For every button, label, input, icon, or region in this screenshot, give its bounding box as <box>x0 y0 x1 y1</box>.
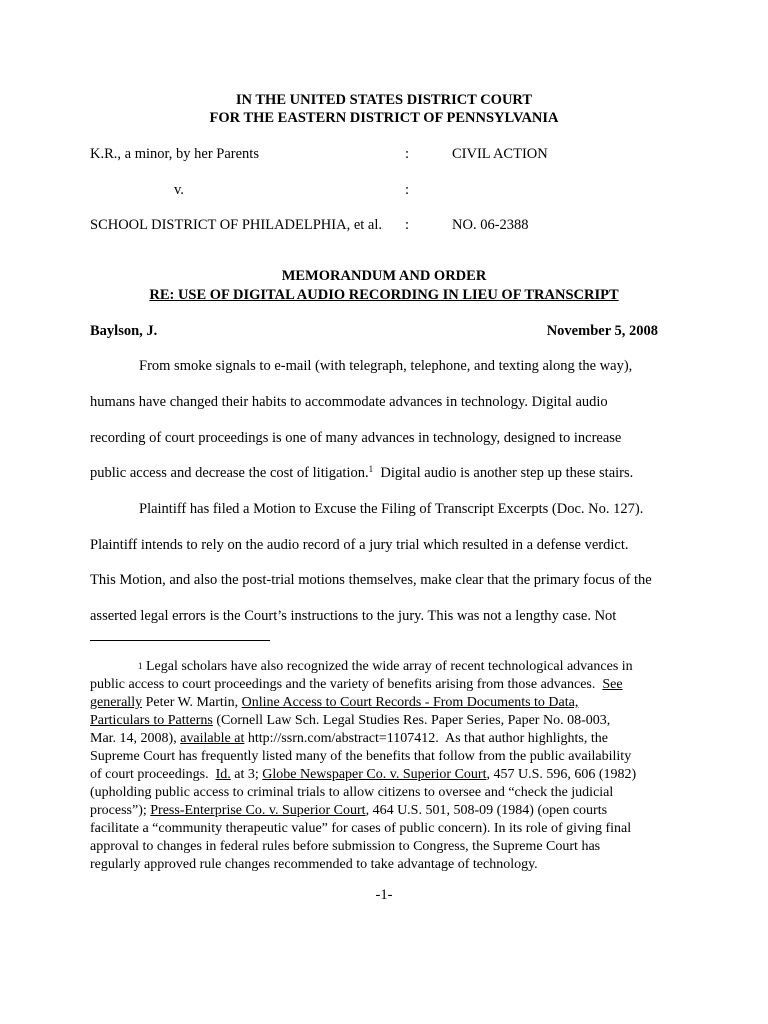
case-name: Globe Newspaper Co. v. Superior Court <box>262 767 487 782</box>
citation-signal-generally: generally <box>90 695 143 710</box>
caption-colon-2: : <box>405 182 410 198</box>
caption-case-number: NO. 06-2388 <box>452 217 529 233</box>
footnote-line: facilitate a “community therapeutic value” for cases of public concern). In its role of giving final <box>90 821 632 836</box>
footnote-text: process”); <box>90 803 151 818</box>
footnote-line <box>90 802 690 820</box>
caption-colon-1: : <box>405 146 410 162</box>
article-title: Particulars to Patterns <box>90 713 213 728</box>
body-line: From smoke signals to e-mail (with telegraph, telephone, and texting along the way), <box>139 358 633 374</box>
footnote-line: approval to changes in federal rules before submission to Congress, the Supreme Court has <box>90 839 601 854</box>
caption-civil-action: CIVIL ACTION <box>452 146 548 162</box>
caption-defendant: SCHOOL DISTRICT OF PHILADELPHIA, et al. <box>90 217 383 233</box>
caption-colon-3: : <box>405 217 410 233</box>
footnote-text: http://ssrn.com/abstract=1107412. As that author highlights, the <box>244 731 608 746</box>
footnote-line <box>90 730 690 748</box>
footnote-line: regularly approved rule changes recommended to take advantage of technology. <box>90 857 538 872</box>
body-line: humans have changed their habits to accommodate advances in technology. Digital audio <box>90 394 608 410</box>
body-text: Digital audio is another step up these stairs. <box>373 465 634 481</box>
footnote-text: , 464 U.S. 501, 508-09 (1984) (open courts <box>365 803 608 818</box>
body-line: This Motion, and also the post-trial motions themselves, make clear that the primary focus of the <box>90 572 652 588</box>
footnote-line <box>90 694 690 712</box>
judge-name: Baylson, J. <box>90 323 158 339</box>
memorandum-subtitle: RE: USE OF DIGITAL AUDIO RECORDING IN LIEU OF TRANSCRIPT <box>149 287 619 303</box>
footnote-text: Peter W. Martin, <box>142 695 242 710</box>
court-name-line1: IN THE UNITED STATES DISTRICT COURT <box>235 92 533 108</box>
footnote-separator <box>90 640 270 641</box>
page-number: -1- <box>375 887 393 903</box>
footnote-text: (Cornell Law Sch. Legal Studies Res. Paper Series, Paper No. 08-003, <box>212 713 611 728</box>
article-title: Online Access to Court Records - From Documents to Data, <box>241 695 579 710</box>
body-line: recording of court proceedings is one of many advances in technology, designed to increase <box>90 430 622 446</box>
footnote-line <box>90 712 690 730</box>
footnote-text: Mar. 14, 2008), <box>90 731 181 746</box>
footnote-line: Supreme Court has frequently listed many of the benefits that follow from the public availability <box>90 749 632 764</box>
memorandum-title: MEMORANDUM AND ORDER <box>281 268 487 284</box>
footnote <box>90 658 690 874</box>
footnote-line <box>90 676 690 694</box>
footnote-reference: 1 <box>368 464 374 474</box>
footnote-text: of court proceedings. <box>90 767 216 782</box>
opinion-date: November 5, 2008 <box>546 323 658 339</box>
body-line: Plaintiff has filed a Motion to Excuse the Filing of Transcript Excerpts (Doc. No. 127). <box>139 501 644 517</box>
footnote-line <box>90 658 690 676</box>
caption-versus: v. <box>174 182 184 198</box>
footnote-text: at 3; <box>230 767 263 782</box>
footnote-line <box>90 766 690 784</box>
court-name-line2: FOR THE EASTERN DISTRICT OF PENNSYLVANIA <box>209 110 559 126</box>
footnote-number: 1 <box>138 661 143 671</box>
body-line <box>90 465 633 482</box>
citation-signal-see: See <box>602 677 623 692</box>
footnote-line: (upholding public access to criminal trials to allow citizens to oversee and “check the judicial <box>90 785 614 800</box>
body-text: public access and decrease the cost of litigation. <box>90 465 369 481</box>
body-line: Plaintiff intends to rely on the audio record of a jury trial which resulted in a defense verdict. <box>90 537 629 553</box>
caption-plaintiff: K.R., a minor, by her Parents <box>90 146 259 162</box>
footnote-text: public access to court proceedings and the variety of benefits arising from those advances. <box>90 677 603 692</box>
footnote-text: , 457 U.S. 596, 606 (1982) <box>486 767 637 782</box>
case-name: Press-Enterprise Co. v. Superior Court <box>150 803 366 818</box>
body-line: asserted legal errors is the Court’s instructions to the jury. This was not a lengthy case. Not <box>90 608 617 624</box>
citation-signal-available-at: available at <box>180 731 245 746</box>
citation-signal-id: Id. <box>215 767 231 782</box>
footnote-text: Legal scholars have also recognized the wide array of recent technological advances in <box>142 659 633 674</box>
